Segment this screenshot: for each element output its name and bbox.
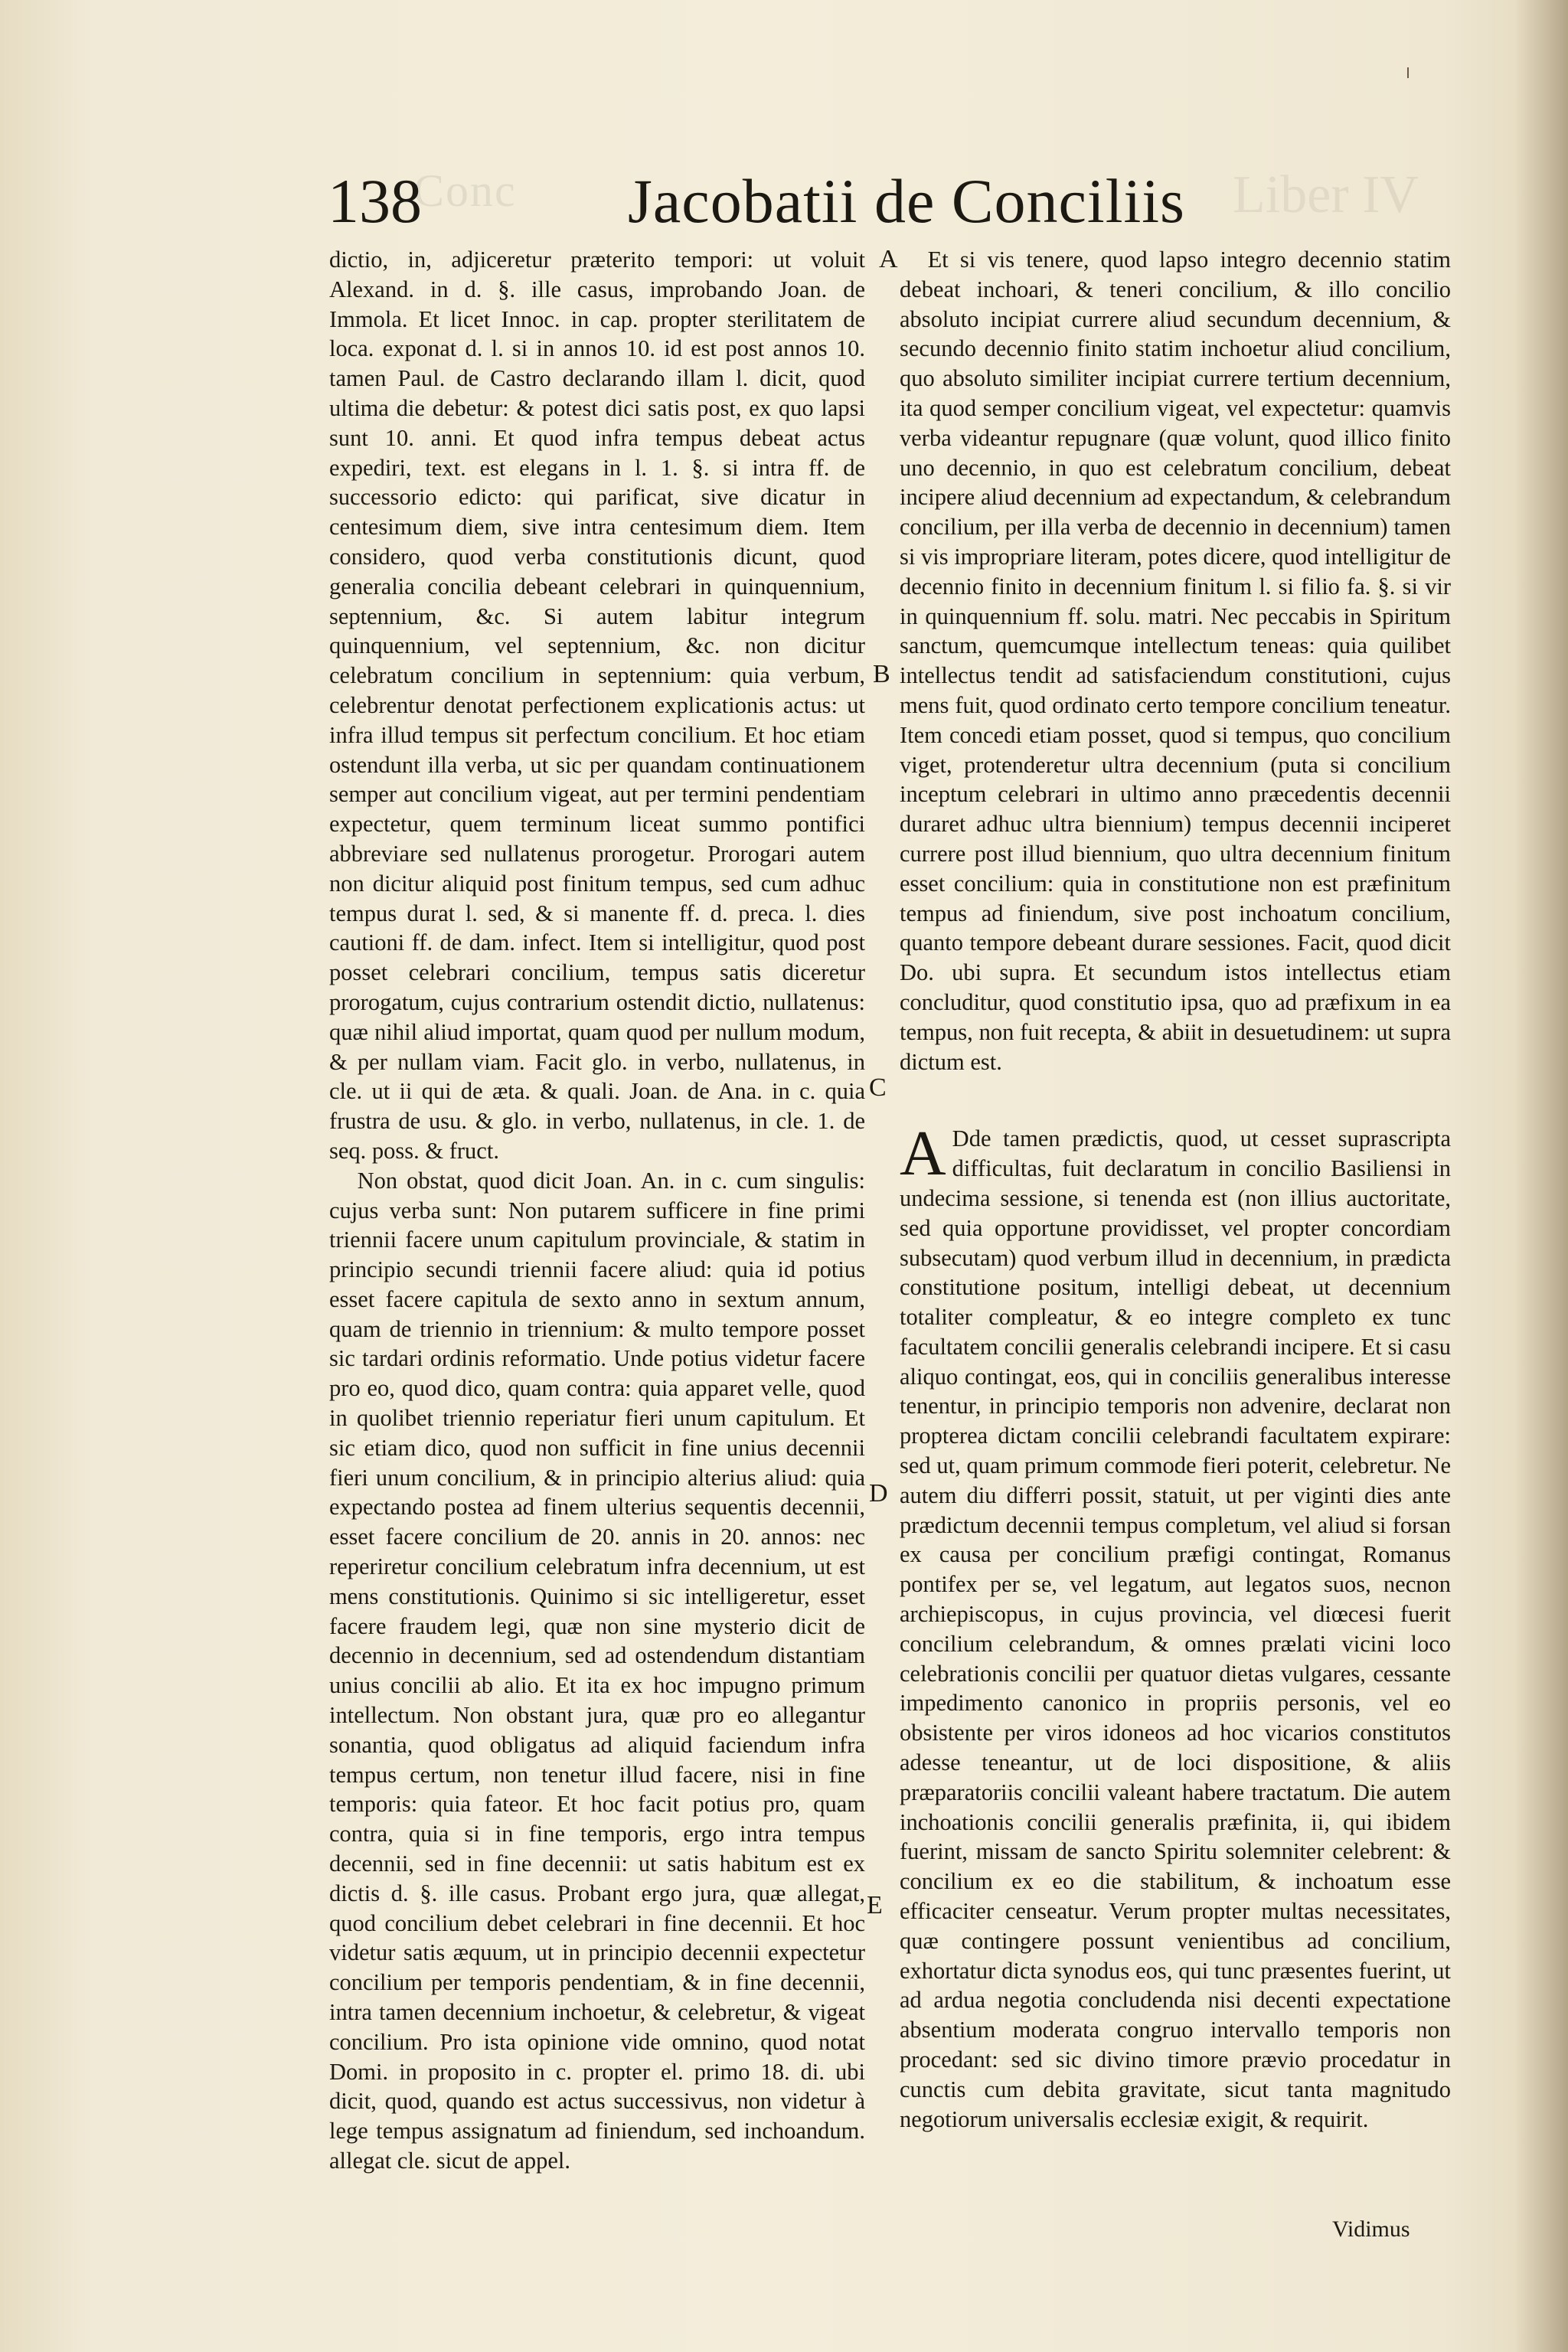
margin-letter-b: B	[873, 660, 890, 688]
page-edge-shadow	[1514, 0, 1568, 2352]
margin-letter-a: A	[879, 245, 898, 273]
right-column	[900, 245, 1451, 2134]
section-gap	[900, 1076, 1451, 1124]
margin-letter-c: C	[869, 1073, 887, 1102]
left-column	[329, 245, 865, 2176]
paragraph: Et si vis tenere, quod lapso integro decennio statim debeat inchoari, & teneri concilium, & illo concilio absoluto incipiat currere aliud secundum decennium, & secundo decennio finito statim inchoetur aliud concilium, quo absoluto similiter incipiat currere tertium decennium, ita quod semper concilium vigeat, vel expectetur: quamvis verba videantur repugnare (quæ volunt, quod illico finito uno decennio, in quo est celebratum concilium, debeat incipere aliud decennium ad expectandum, & celebrandum concilium, per illa verba de decennio in decennium) tamen si vis impropriare literam, potes dicere, quod intelligitur de decennio finito in decennium finitum l. si filio fa. §. si vir in quinquennium ff. solu. matri. Nec peccabis in Spiritum sanctum, quemcumque intellectum teneas: quia quilibet intellectus tendit ad satisfaciendum constitutioni, cujus mens fuit, quod ordinato certo tempore concilium teneatur. Item concedi etiam posset, quod si tempus, quo concilium viget, protenderetur ultra decennium (puta si concilium inceptum celebrari in ultimo anno præcedentis decennii duraret adhuc ultra biennium) tempus decennii inciperet currere post illud biennium, quo ultra decennium finitum esset concilium: quia in constitutione non est præfinitum tempus ad finiendum, sive post inchoatum concilium, quanto tempore debeant durare sessiones. Facit, quod dicit Do. ubi supra. Et secundum istos intellectus etiam concluditur, quod constitutio ipsa, quo ad præfixum in ea tempus, non fuit recepta, & abiit in desuetudinem: ut supra dictum est.	[900, 247, 1451, 1075]
catchword: Vidimus	[1332, 2216, 1410, 2242]
paragraph-text: Dde tamen prædictis, quod, ut cesset suprascripta difficultas, fuit declaratum in concilio Basiliensi in undecima sessione, si tenenda est (non illius auctoritate, sed quia opportune providisset, vel propter concordiam subsecutam) quod verbum illud in decennium, in prædicta constitutione positum, intelligi debeat, ut decennium totaliter compleatur, & eo integre completo ex tunc facultatem concilii generalis celebrandi incipere. Et si casu aliquo contingat, eos, qui in conciliis generalibus interesse tenentur, in principio temporis non advenire, declarat non propterea dictam concilii celebrandi facultatem expirare: sed ut, quam primum commode fieri poterit, celebretur. Ne autem diu differri possit, statuit, ut per viginti dies ante prædictum decennii tempus completum, vel aliud si forsan ex causa per concilium præfigi contingat, Romanus pontifex per se, vel legatum, aut legatos suos, necnon archiepiscopus, in cujus provincia, vel diœcesi fuerit concilium celebrandum, & omnes prælati vicini loco celebrationis concilii per quatuor dietas vulgares, cessante impedimento canonico in propriis personis, vel eo obsistente per viros idoneos ad hoc vicarios constitutos adesse teneantur, ut de loci dispositione, & aliis præparatoriis concilii valeant habere tractatum. Die autem inchoationis concilii generalis præfinita, ii, qui ibidem fuerint, missam de sancto Spiritu solemniter celebrent: & concilium ex eo die stabilitum, & inchoatum esse efficaciter censeatur. Verum propter multas necessitates, quæ contingere possunt venientibus ad concilium, exhortatur dicta synodus eos, qui tunc præsentes fuerint, ut ad ardua negotia concludenda nisi decenti expectatione absentium moderata congruo intervallo temporis non procedant: sed sic divino timore prævio procedatur in cunctis cum debita gravitate, sicut tanta magnitudo negotiorum universalis ecclesiæ exigit, & requirit.	[900, 1125, 1451, 2132]
page-number: 138	[328, 166, 422, 236]
running-head: Jacobatii de Conciliis	[628, 166, 1185, 236]
paragraph-with-initial	[900, 1118, 1451, 2134]
page-mark	[1407, 67, 1409, 78]
margin-letter-e: E	[867, 1891, 883, 1919]
margin-letter-d: D	[869, 1479, 888, 1508]
paragraph: Non obstat, quod dicit Joan. An. in c. cum singulis: cujus verba sunt: Non putarem sufficere in fine primi triennii facere unum capitulum provinciale, & statim in principio secundi triennii facere aliud: quia id potius esset facere capitula de sexto anno in sextum annum, quam de triennio in triennium: & multo tempore posset sic tardari ordinis reformatio. Unde potius videtur facere pro eo, quod dico, quam contra: quia apparet velle, quod in quolibet triennio reperiatur fieri unum capitulum. Et sic etiam dico, quod non sufficit in fine unius decennii fieri unum concilium, & in principio alterius aliud: quia expectando postea ad finem ulterius sequentis decennii, esset facere concilium de 20. annis in 20. annos: nec reperiretur concilium celebratum infra decennium, ut est mens constitutionis. Quinimo si sic intelligeretur, esset facere fraudem legi, quæ non sine mysterio dicit de decennio in decennium, sed ad ostendendum distantiam unius concilii ab alio. Et ita ex hoc impugno primum intellectum. Non obstant jura, quæ pro eo allegantur sonantia, quod obligatus ad aliquid faciendum infra tempus certum, non tenetur illud facere, nisi in fine temporis: quia fateor. Et hoc facit potius pro, quam contra, quia si in fine temporis, ergo intra tempus decennii, sed in fine decennii: ut satis habitum est ex dictis d. §. ille casus. Probant ergo jura, quæ allegat, quod concilium debet celebrari in fine decennii. Et hoc videtur satis æquum, ut in principio decennii expectetur concilium per temporis pendentiam, & in fine decennii, intra tamen decennium inchoetur, & celebretur, & vigeat concilium. Pro ista opinione vide omnino, quod notat Domi. in proposito in c. propter el. primo 18. di. ubi dicit, quod, quando est actus successivus, non videtur à lege tempus assignatum ad finiendum, sed inchoandum. allegat cle. sicut de appel.	[329, 1167, 865, 2174]
bleed-through-text: Conc	[413, 165, 517, 216]
paragraph: dictio, in, adjiceretur præterito tempori: ut voluit Alexand. in d. §. ille casus, improbando Joan. de Immola. Et licet Innoc. in cap. propter sterilitatem de loca. exponat d. l. si in annos 10. id est post annos 10. tamen Paul. de Castro declarando illam l. dicit, quod ultima die debetur: & potest dici satis post, ex quo lapsi sunt 10. anni. Et quod infra tempus debeat actus expediri, text. est elegans in l. 1. §. si intra ff. de successorio edicto: qui parificat, sive dicatur in centesimum diem, sive intra centesimum diem. Item considero, quod verba constitutionis dicunt, quod generalia concilia debeant celebrari in quinquennium, septennium, &c. Si autem labitur integrum quinquennium, vel septennium, &c. non dicitur celebratum concilium in septennium: quia verbum, celebrentur denotat perfectionem explicationis actus: ut infra illud tempus sit perfectum concilium. Et hoc etiam ostendunt illa verba, ut sic per quandam continuationem semper aut concilium vigeat, aut per termini pendentiam expectetur, quem terminum liceat summo pontifici abbreviare sed nullatenus prorogetur. Prorogari autem non dicitur aliquid post finitum tempus, sed cum adhuc tempus durat l. sed, & si manente ff. d. preca. l. dies cautioni ff. de dam. infect. Item si intelligitur, quod post posset celebrari concilium, tempus satis diceretur prorogatum, cujus contrarium ostendit dictio, nullatenus: quæ nihil aliud importat, quam quod per nullum modum, & per nullam viam. Facit glo. in verbo, nullatenus, in cle. ut ii qui de æta. & quali. Joan. de Ana. in c. quia frustra de usu. & glo. in verbo, nullatenus, in cle. 1. de seq. poss. & fruct.	[329, 247, 865, 1164]
bleed-through-text-right: Liber IV	[1233, 165, 1419, 224]
drop-initial: A	[900, 1118, 946, 1190]
